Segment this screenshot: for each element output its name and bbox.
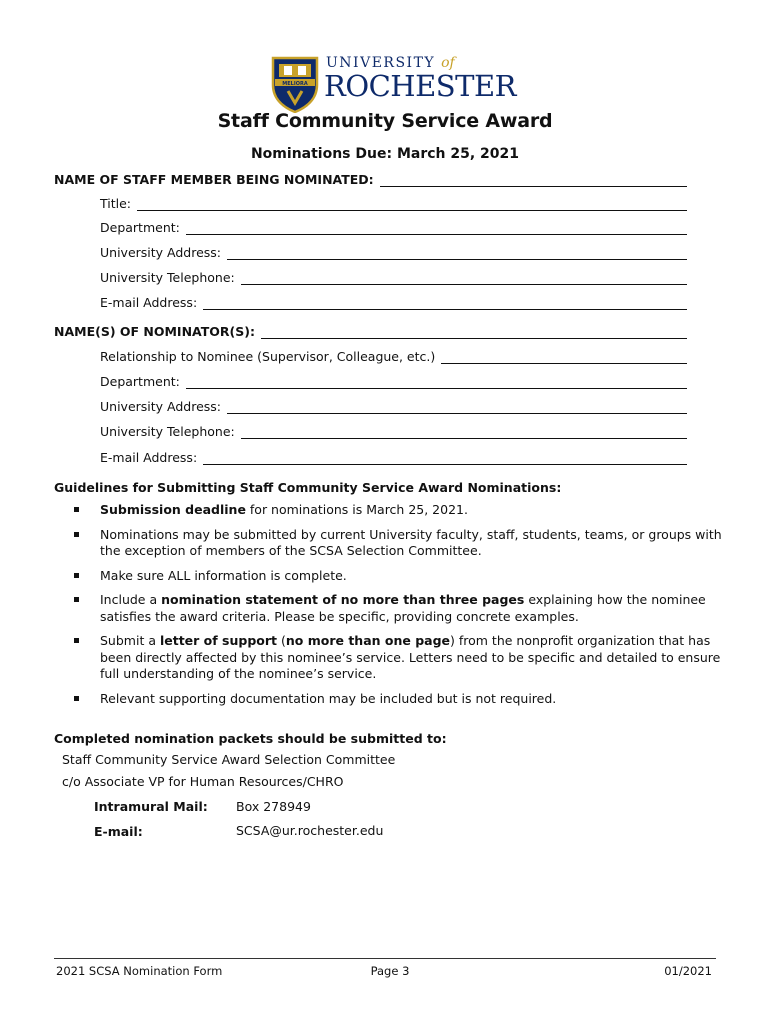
submission-line-2: c/o Associate VP for Human Resources/CHRO	[62, 774, 344, 789]
input-line[interactable]	[227, 399, 687, 414]
input-line[interactable]	[227, 245, 687, 260]
input-line[interactable]	[137, 196, 687, 211]
bullet-icon	[74, 573, 79, 578]
field-label: Relationship to Nominee (Supervisor, Colleague, etc.)	[100, 349, 436, 364]
guidelines-list	[74, 502, 724, 715]
logo-rochester-text: ROCHESTER	[324, 69, 516, 103]
bullet-icon	[74, 696, 79, 701]
nominee-title-field[interactable]	[100, 196, 687, 211]
page-title: Staff Community Service Award	[217, 110, 553, 132]
field-label: Title:	[100, 196, 131, 211]
input-line[interactable]	[261, 324, 687, 339]
intramural-mail-label: Intramural Mail:	[94, 799, 208, 814]
nominator-relationship-field[interactable]	[100, 349, 687, 364]
footer-page-number: Page 3	[370, 964, 410, 978]
nominator-email-field[interactable]	[100, 450, 687, 465]
input-line[interactable]	[203, 450, 687, 465]
field-label: Department:	[100, 220, 180, 235]
field-label: E-mail Address:	[100, 450, 198, 465]
nominations-due: Nominations Due: March 25, 2021	[250, 146, 520, 162]
footer-date: 01/2021	[664, 964, 712, 978]
email-label: E-mail:	[94, 824, 143, 839]
bullet-icon	[74, 532, 79, 537]
intramural-mail-value: Box 278949	[236, 799, 311, 814]
input-line[interactable]	[203, 295, 687, 310]
nominator-telephone-field[interactable]	[100, 424, 687, 439]
bullet-icon	[74, 638, 79, 643]
input-line[interactable]	[241, 270, 687, 285]
field-label: University Telephone:	[100, 270, 235, 285]
nominator-address-field[interactable]	[100, 399, 687, 414]
email-value[interactable]: SCSA@ur.rochester.edu	[236, 823, 384, 838]
list-item: Make sure ALL information is complete.	[74, 568, 724, 585]
shield-motto: MELIORA	[282, 81, 308, 87]
list-item: Submission deadline for nominations is March 25, 2021.	[74, 502, 724, 519]
university-logo	[270, 55, 516, 113]
nominator-heading: NAME(S) OF NOMINATOR(S):	[54, 324, 255, 339]
footer-form-name: 2021 SCSA Nomination Form	[56, 964, 223, 978]
shield-icon	[270, 55, 320, 113]
list-item: Relevant supporting documentation may be included but is not required.	[74, 691, 724, 708]
nominator-name-field[interactable]	[54, 324, 687, 339]
field-label: E-mail Address:	[100, 295, 198, 310]
list-item: Include a nomination statement of no more than three pages explaining how the nominee satisfies the award criteria. Please be specific, providing concrete examples.	[74, 592, 724, 625]
logo-university-text: UNIVERSITY of	[326, 55, 455, 71]
submission-heading: Completed nomination packets should be submitted to:	[54, 731, 447, 746]
submission-line-1: Staff Community Service Award Selection Committee	[62, 752, 396, 767]
bullet-icon	[74, 597, 79, 602]
field-label: Department:	[100, 374, 180, 389]
bullet-icon	[74, 507, 79, 512]
field-label: University Address:	[100, 399, 222, 414]
nominee-address-field[interactable]	[100, 245, 687, 260]
nominator-department-field[interactable]	[100, 374, 687, 389]
footer-divider	[54, 958, 716, 959]
input-line[interactable]	[186, 374, 687, 389]
input-line[interactable]	[380, 172, 687, 187]
list-item: Nominations may be submitted by current University faculty, staff, students, teams, or groups with the exception of members of the SCSA Selection Committee.	[74, 527, 724, 560]
list-item: Submit a letter of support (no more than one page) from the nonprofit organization that has been directly affected by this nominee’s service. Letters need to be specific and detailed to ensure full understanding of the nominee’s service.	[74, 633, 724, 683]
field-label: University Telephone:	[100, 424, 235, 439]
field-label: University Address:	[100, 245, 222, 260]
guidelines-heading: Guidelines for Submitting Staff Community Service Award Nominations:	[54, 480, 562, 495]
input-line[interactable]	[186, 220, 687, 235]
nominee-telephone-field[interactable]	[100, 270, 687, 285]
input-line[interactable]	[241, 424, 687, 439]
input-line[interactable]	[441, 349, 687, 364]
nominee-heading: NAME OF STAFF MEMBER BEING NOMINATED:	[54, 172, 374, 187]
nominee-name-field[interactable]	[54, 172, 687, 187]
nominee-department-field[interactable]	[100, 220, 687, 235]
nominee-email-field[interactable]	[100, 295, 687, 310]
